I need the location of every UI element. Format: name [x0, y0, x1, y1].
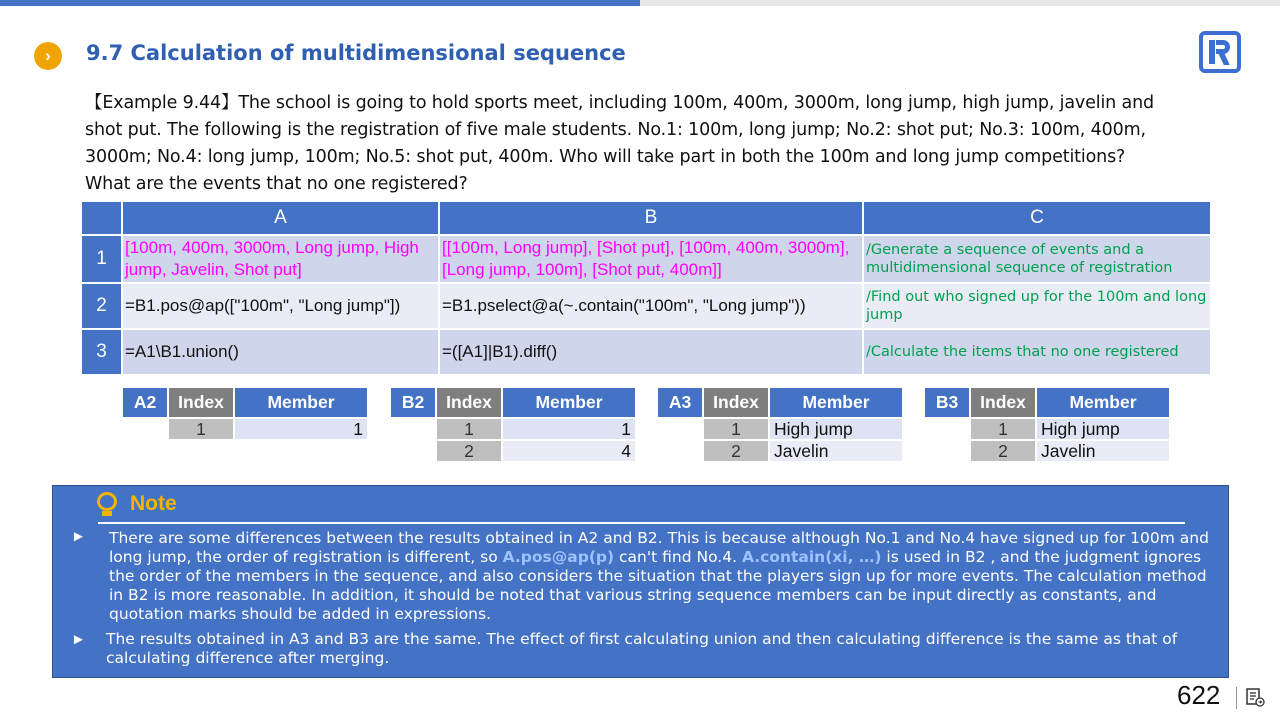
index-header: Index	[970, 387, 1036, 418]
column-header-a[interactable]: A	[122, 201, 439, 235]
row-header-1[interactable]: 1	[81, 235, 122, 283]
result-name: B2	[390, 387, 436, 418]
cell-b2[interactable]: =B1.pselect@a(~.contain("100m", "Long jump"))	[439, 283, 863, 329]
result-index: 1	[168, 418, 234, 440]
result-index: 2	[436, 440, 502, 462]
result-index: 1	[970, 418, 1036, 440]
result-member: 4	[502, 440, 636, 462]
index-header: Index	[436, 387, 502, 418]
note-item-1: There are some differences between the results obtained in A2 and B2. This is because although No.1 and No.4 have signed up for 100m and long jump, the order of registration is different, so A.pos@ap(p) can't find No.4. A.contain(xi, …) is used in B2 , and the judgment ignores the order of the members in the sequence, and also considers the situation that the players sign up for more events. The calculation method in B2 is more reasonable. In addition, it should be noted that various string sequence members can be input directly as constants, and quotation marks should be added in expressions.	[109, 529, 1209, 623]
cell-b3[interactable]: =([A1]|B1).diff()	[439, 329, 863, 375]
result-name: B3	[924, 387, 970, 418]
page-title: 9.7 Calculation of multidimensional sequence	[86, 41, 626, 65]
slide-nav-icon[interactable]	[1245, 687, 1265, 707]
note-item-2: The results obtained in A3 and B3 are the same. The effect of first calculating union and then calculating difference is the same as that of calculating difference after merging.	[106, 630, 1178, 667]
top-progress-fill	[0, 0, 640, 6]
cell-b1[interactable]: [[100m, Long jump], [Shot put], [100m, 400m, 3000m], [Long jump, 100m], [Shot put, 400m]]	[439, 235, 863, 283]
result-table-b3	[923, 386, 1171, 463]
note-title: Note	[130, 492, 177, 515]
result-member: 1	[234, 418, 368, 440]
cell-c2[interactable]: /Find out who signed up for the 100m and long jump	[863, 283, 1211, 329]
result-table-b2	[389, 386, 637, 463]
grid-corner	[81, 201, 122, 235]
triangle-bullet-icon: ►	[71, 528, 86, 545]
cell-a2[interactable]: =B1.pos@ap(["100m", "Long jump"])	[122, 283, 439, 329]
column-header-c[interactable]: C	[863, 201, 1211, 235]
code-pos-ap: A.pos@ap(p)	[502, 548, 615, 566]
result-name: A2	[122, 387, 168, 418]
triangle-bullet-icon: ►	[71, 631, 86, 648]
index-header: Index	[703, 387, 769, 418]
result-index: 1	[436, 418, 502, 440]
spreadsheet-grid	[80, 200, 1212, 376]
footer-divider	[1236, 687, 1237, 709]
example-description: 【Example 9.44】The school is going to hold sports meet, including 100m, 400m, 3000m, long jump, high jump, javelin and shot put. The following is the registration of five male students. No.1: 100m, long jump; No.2: shot put; No.3: 100m, 400m, 3000m; No.4: long jump, 100m; No.5: shot put, 400m. Who will take part in both the 100m and long jump competitions? What are the events that no one registered?	[85, 93, 1155, 194]
result-index: 2	[703, 440, 769, 462]
cell-a1[interactable]: [100m, 400m, 3000m, Long jump, High jump, Javelin, Shot put]	[122, 235, 439, 283]
result-member: High jump	[1036, 418, 1170, 440]
row-header-3[interactable]: 3	[81, 329, 122, 375]
member-header: Member	[1036, 387, 1170, 418]
member-header: Member	[769, 387, 903, 418]
result-index: 2	[970, 440, 1036, 462]
chevron-right-icon: ›	[34, 42, 62, 70]
column-header-b[interactable]: B	[439, 201, 863, 235]
cell-a3[interactable]: =A1\B1.union()	[122, 329, 439, 375]
cell-c1[interactable]: /Generate a sequence of events and a multidimensional sequence of registration	[863, 235, 1211, 283]
code-contain: A.contain(xi, …)	[741, 548, 882, 566]
note-box	[52, 485, 1229, 678]
cell-c3[interactable]: /Calculate the items that no one registered	[863, 329, 1211, 375]
result-member: 1	[502, 418, 636, 440]
result-member: High jump	[769, 418, 903, 440]
result-table-a3	[656, 386, 904, 463]
index-header: Index	[168, 387, 234, 418]
page-number: 622	[1177, 680, 1221, 710]
member-header: Member	[502, 387, 636, 418]
note-divider	[98, 522, 1185, 524]
result-member: Javelin	[769, 440, 903, 462]
top-progress-bar	[0, 0, 1280, 6]
result-table-a2	[121, 386, 369, 441]
letter-r-logo	[1199, 31, 1241, 73]
result-member: Javelin	[1036, 440, 1170, 462]
member-header: Member	[234, 387, 368, 418]
result-index: 1	[703, 418, 769, 440]
result-name: A3	[657, 387, 703, 418]
lightbulb-icon	[96, 492, 118, 518]
row-header-2[interactable]: 2	[81, 283, 122, 329]
